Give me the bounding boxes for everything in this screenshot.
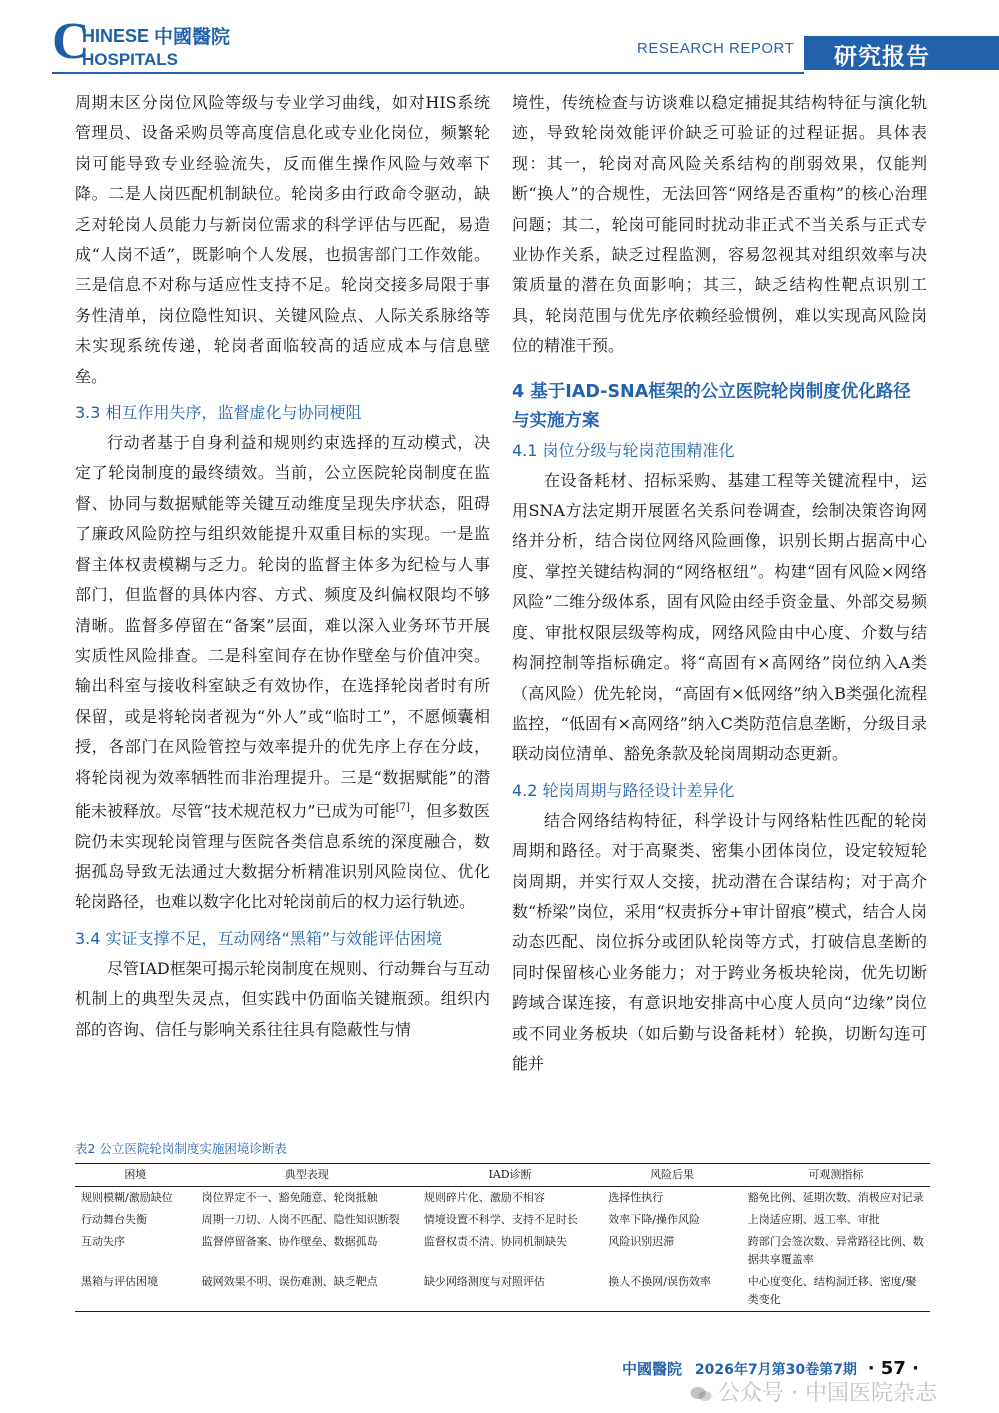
table-caption: 表2 公立医院轮岗制度实施困境诊断表 — [75, 1141, 287, 1156]
column-header: 困境 — [75, 1164, 196, 1187]
logo-line2: HOSPITALS — [82, 50, 179, 69]
table-row — [75, 1271, 930, 1312]
table-cell: 情境设置不科学、支持不足时长 — [423, 1213, 578, 1226]
paragraph: 境性，传统检查与访谈难以稳定捕捉其结构特征与演化轨迹，导致轮岗效能评价缺乏可验证的过程证据。具体表现：其一，轮岗对高风险关系结构的削弱效果，仅能判断“换人”的合规性，无法回答“网络是否重构”的核心治理问题；其二，轮岗可能同时扰动非正式不当关系与正式专业协作关系，缺乏过程监测，容易忽视其对组织效率与决策质量的潜在负面影响；其三，缺乏结构性靶点识别工具，轮岗范围与优先序依赖经验惯例，难以实现高风险岗位的精准干预。 — [512, 93, 927, 356]
paragraph-text: 行动者基于自身利益和规则约束选择的互动模式，决定了轮岗制度的最终绩效。当前，公立医院轮岗制度在监督、协同与数据赋能等关键互动维度呈现失序状态，阻碍了廉政风险防控与组织效能提升双重目标的实现。一是监督主体权责模糊与乏力。轮岗的监督主体多为纪检与人事部门，但监督的具体内容、方式、频度及纠偏权限均不够清晰。监督多停留在“备案”层面，难以深入业务环节开展实质性风险排查。二是科室间存在协作壁垒与价值冲突。输出科室与接收科室缺乏有效协作，在选择轮岗者时有所保留，或是将轮岗者视为“外人”或“临时工”，不愿倾囊相授，各部门在风险管控与效率提升的优先序上存在分歧，将轮岗视为效率牺牲而非治理提升。三是“数据赋能”的潜能未被释放。尽管“技术规范权力”已成为可能 — [75, 433, 490, 821]
table-cell: 风险识别迟滞 — [608, 1235, 675, 1248]
journal-logo — [52, 13, 242, 72]
citation-ref[interactable]: [7] — [395, 801, 410, 813]
table-row — [75, 1209, 930, 1231]
section-heading-3-3: 3.3 相互作用失序，监督虚化与协同梗阻 — [75, 403, 362, 423]
watermark — [690, 1376, 937, 1407]
table-row — [75, 1187, 930, 1210]
table-cell: 监督停留备案、协作壁垒、数据孤岛 — [201, 1235, 378, 1248]
table-cell: 中心度变化、结构洞迁移、密度/聚类变化 — [742, 1271, 930, 1312]
paragraph: 结合网络结构特征，科学设计与网络粘性匹配的轮岗周期和路径。对于高聚类、密集小团体岗位，设定较短轮岗周期，并实行双人交接，扰动潜在合谋结构；对于高介数“桥梁”岗位，采用“权责拆分+审计留痕”模式，结合人岗动态匹配、岗位拆分或团队轮岗等方式，打破信息垄断的同时保留核心业务能力；对于跨业务板块轮岗，优先切断跨域合谋连接，有意识地安排高中心度人员向“边缘”岗位或不同业务板块（如后勤与设备耗材）轮换，切断勾连可能并 — [512, 810, 927, 1073]
column-header: IAD诊断 — [418, 1164, 602, 1187]
table-cell: 规则模糊/激励缺位 — [81, 1191, 173, 1204]
paragraph-text: ，但多数医院仍未实现轮岗管理与医院各类信息系统的深度融合，数据孤岛导致无法通过大数据分析精准识别风险岗位、优化轮岗路径，也难以数字化比对轮岗前后的权力运行轨迹。 — [75, 801, 490, 912]
diagnosis-table — [75, 1163, 930, 1312]
section-heading-3-4: 3.4 实证支撑不足，互动网络“黑箱”与效能评估困境 — [75, 928, 443, 948]
footer-brand: 中國醫院 — [622, 1360, 683, 1378]
section-heading-4-1: 4.1 岗位分级与轮岗范围精准化 — [512, 440, 735, 460]
section-title: 研究报告 — [834, 43, 930, 70]
table-row — [75, 1231, 930, 1271]
right-column — [512, 88, 927, 1079]
page-number: · 57 · — [867, 1358, 919, 1379]
table-cell: 监督权责不清、协同机制缺失 — [423, 1235, 567, 1248]
left-column — [75, 88, 490, 1045]
table-cell: 换人不换网/误伤效率 — [602, 1271, 742, 1312]
column-header: 风险后果 — [602, 1164, 742, 1187]
watermark-text: 公众号 · 中国医院杂志 — [718, 1381, 937, 1406]
table-cell: 周期一刀切、人岗不匹配、隐性知识断裂 — [201, 1213, 400, 1226]
table-cell: 岗位界定不一、豁免随意、轮岗抵触 — [201, 1191, 378, 1204]
paragraph: 尽管IAD框架可揭示轮岗制度在规则、行动舞台与互动机制上的典型失灵点，但实践中仍面临关键瓶颈。组织内部的咨询、信任与影响关系往往具有隐蔽性与情 — [75, 958, 490, 1039]
logo-line1: HINESE — [82, 26, 150, 46]
research-report-label: RESEARCH REPORT — [637, 40, 795, 57]
table-cell: 缺少网络测度与对照评估 — [418, 1271, 602, 1312]
footer-issue: 2026年7月第30卷第7期 — [694, 1362, 857, 1378]
table-cell: 豁免比例、延期次数、消极应对记录 — [747, 1191, 924, 1204]
logo-chinese: 中國醫院 — [154, 26, 231, 48]
table-cell: 互动失序 — [81, 1235, 125, 1248]
table-cell: 规则碎片化、激励不相容 — [423, 1191, 545, 1204]
column-header: 典型表现 — [196, 1164, 418, 1187]
table-header-row — [75, 1164, 930, 1187]
paragraph: 在设备耗材、招标采购、基建工程等关键流程中，运用SNA方法定期开展匿名关系问卷调查，绘制决策咨询网络并分析，结合岗位网络风险画像，识别长期占据高中心度、掌控关键结构洞的“网络枢纽”。构建“固有风险×网络风险”二维分级体系，固有风险由经手资金量、外部交易频度、审批权限层级等构成，网络风险由中心度、介数与结构洞控制等指标确定。将“高固有×高网络”岗位纳入A类（高风险）优先轮岗，“高固有×低网络”纳入B类强化流程监控，“低固有×高网络”纳入C类防范信息垄断，分级目录联动岗位清单、豁免条款及轮岗周期动态更新。 — [512, 470, 927, 764]
table-cell: 跨部门会签次数、异常路径比例、数据共享覆盖率 — [747, 1235, 924, 1266]
logo-letter: C — [52, 13, 90, 70]
table-cell: 行动舞台失衡 — [81, 1213, 147, 1226]
table-cell: 破网效果不明、误伤难测、缺乏靶点 — [196, 1271, 418, 1312]
table-cell: 效率下降/操作风险 — [608, 1213, 700, 1226]
table-cell: 黑箱与评估困境 — [75, 1271, 196, 1312]
section-heading-4: 4 基于IAD-SNA框架的公立医院轮岗制度优化路径与实施方案 — [512, 381, 911, 431]
header-rule — [52, 72, 804, 74]
wechat-icon — [690, 1386, 712, 1402]
paragraph: 周期末区分岗位风险等级与专业学习曲线，如对HIS系统管理员、设备采购员等高度信息化或专业化岗位，频繁轮岗可能导致专业经验流失，反而催生操作风险与效率下降。二是人岗匹配机制缺位。轮岗多由行政命令驱动，缺乏对轮岗人员能力与新岗位需求的科学评估与匹配，易造成“人岗不适”，既影响个人发展，也损害部门工作效能。三是信息不对称与适应性支持不足。轮岗交接多局限于事务性清单，岗位隐性知识、关键风险点、人际关系脉络等未实现系统传递，轮岗者面临较高的适应成本与信息壁垒。 — [75, 93, 490, 386]
table-cell: 选择性执行 — [608, 1191, 664, 1204]
column-header: 可观测指标 — [742, 1164, 930, 1187]
section-title-box — [804, 36, 999, 70]
section-heading-4-2: 4.2 轮岗周期与路径设计差异化 — [512, 780, 735, 800]
table-cell: 上岗适应期、返工率、审批 — [747, 1213, 880, 1226]
paragraph — [75, 428, 490, 918]
